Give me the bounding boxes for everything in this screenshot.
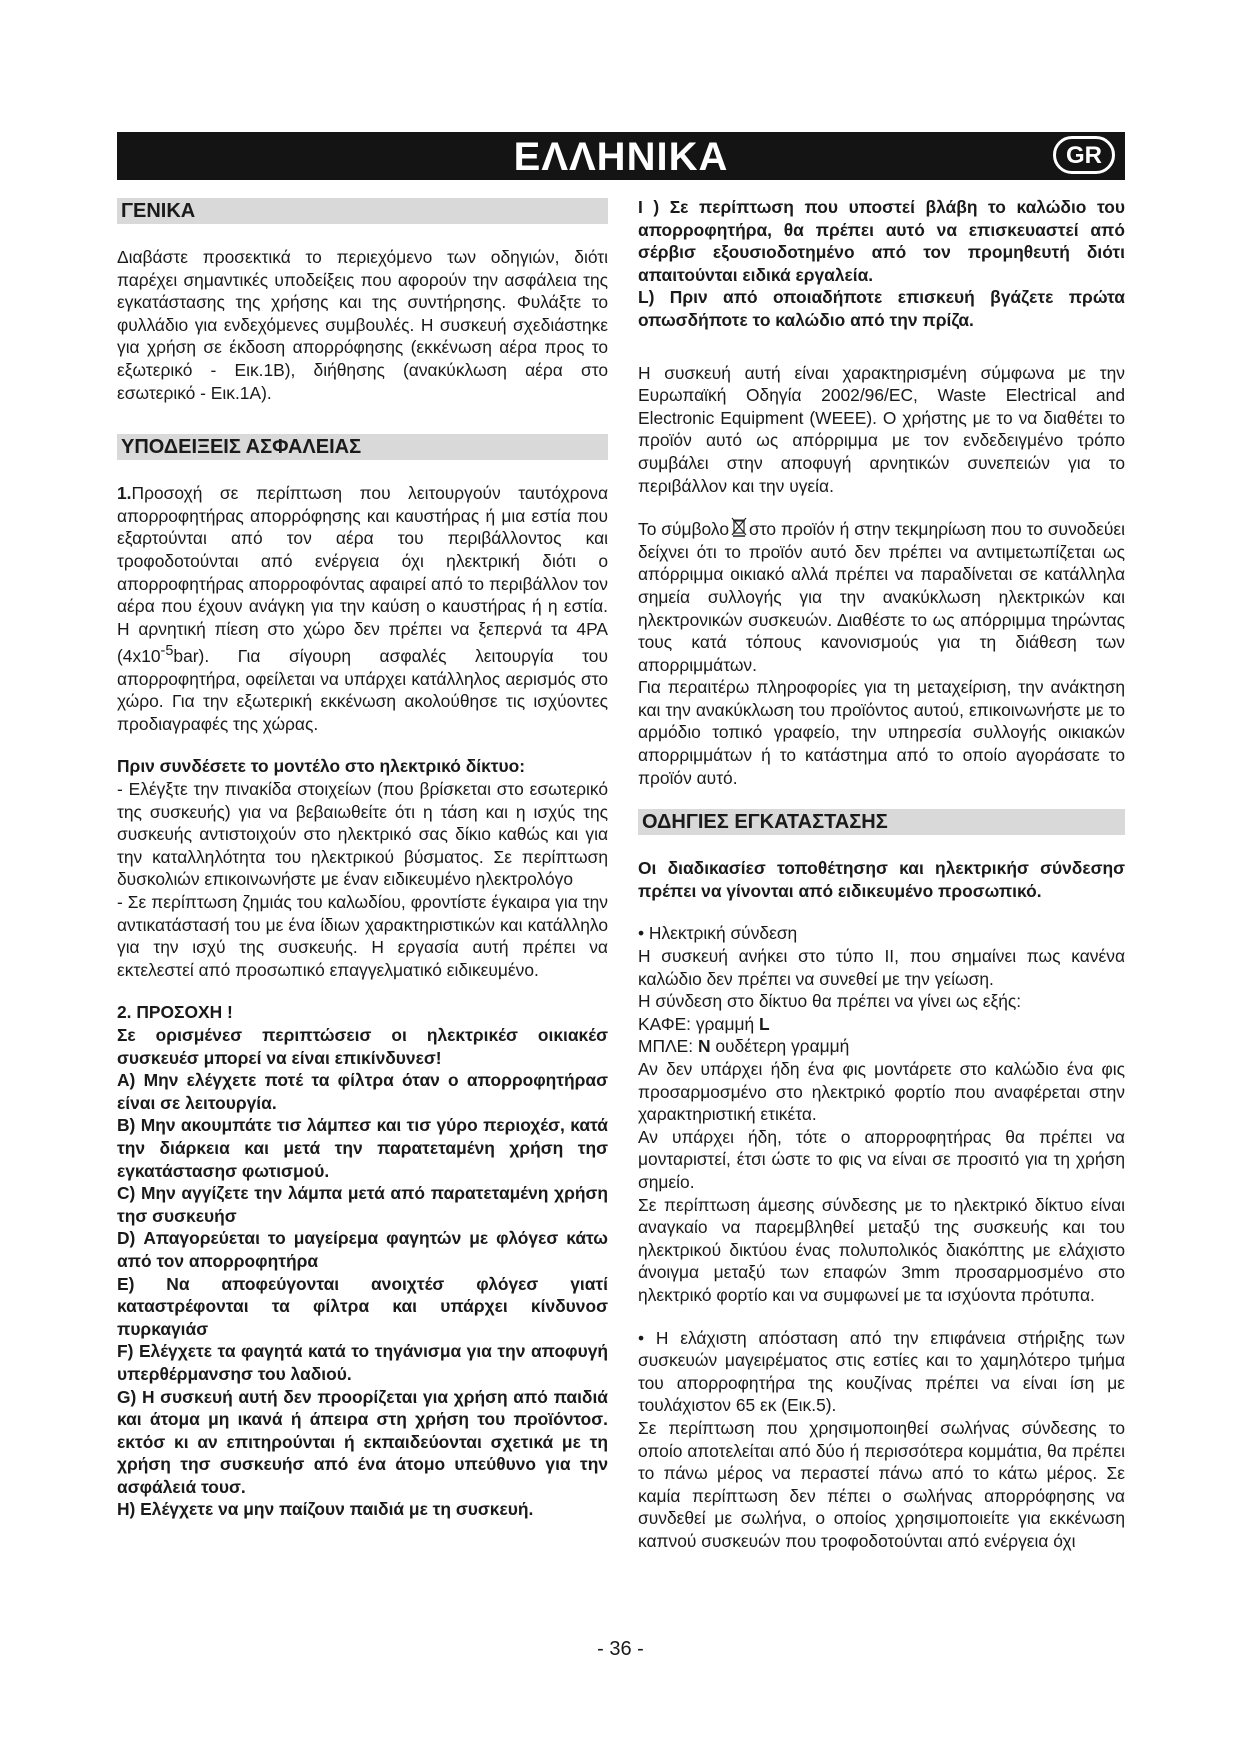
warning-item-d: D) Απαγορεύεται το μαγείρεμα φαγητών με φλόγεσ κάτω από τον απορροφητήρα [117, 1228, 608, 1271]
warning-item-c: C) Μην αγγίζετε την λάμπα μετά από παρατεταμένη χρήση τησ συσκευήσ [117, 1183, 608, 1226]
warning-item-l: L) Πριν από οποιαδήποτε επισκευή βγάζετε πρώτα οπωσδήποτε το καλώδιο από την πρίζα. [638, 287, 1125, 330]
warning-item-f: F) Ελέγχετε τα φαγητά κατά το τηγάνισμα για την αποφυγή υπερθέρμανσησ του λαδιού. [117, 1341, 608, 1384]
connect-item-1: - Ελέγξτε την πινακίδα στοιχείων (που βρίσκεται στο εσωτερικό της συσκευής) για να βεβαιωθείτε ότι η τάση και η ισχύς της συσκευής αντιστοιχούν στο ηλεκτρικό σας δίκιο καθώς και για την καταλληλότητα του ηλεκτρικού βύσματος. Σε περίπτωση δυσκολιών επικοινωνήστε με έναν ειδικευμένο ηλεκτρολόγο [117, 779, 608, 890]
attention-heading: 2. ΠΡΟΣΟΧΗ ! [117, 1002, 233, 1023]
electrical-text-4: Αν υπάρχει ήδη, τότε ο απορροφητήρας θα πρέπει να μονταριστεί, έτσι ώστε το φις να είναι σε προσιτό για τη χρήση σημείο. [638, 1126, 1125, 1192]
safety-paragraph-1: 1.Προσοχή σε περίπτωση που λειτουργούν ταυτόχρονα απορροφητήρας απορρόφησης και καυστήρας ή μια εστία που εξαρτούνται από τον αέρα του περιβάλλοντος και τροφοδοτούνται από ενέργεια όχι ηλεκτρική διότι ο απορροφητήρας απορροφόντας αφαιρεί από το περιβάλλον τον αέρα που έχουν ανάγκη για την καύση ο καυστήρας ή η εστία. Η αρνητική πίεση στο χώρο δεν πρέπει να ξεπερνά τα 4PA $(4x10^{-5}bar)$. Για σίγουρη ασφαλές λειτουργία του απορροφητήρα, οφείλεται να υπάρχει κατάλληλος αερισμός στο χώρο. Για την εξωτερική εκκένωση ακολούθησε τις ισχύοντες προδιαγραφές της χώρας. [117, 483, 608, 734]
warning-item-h: H) Ελέγχετε να μην παίζουν παιδιά με τη συσκευή. [117, 1499, 534, 1520]
crossed-bin-icon [731, 517, 747, 537]
electrical-text-3: Αν δεν υπάρχει ήδη ένα φις μοντάρετε στο καλώδιο ένα φις προσαρμοσμένο στο ηλεκτρικό φορτίο που αναφέρεται στην χαρακτηριστική ετικέτα. [638, 1059, 1125, 1125]
distance-text-1: • Η ελάχιστη απόσταση από την επιφάνεια στήριξης των συσκευών μαγειρέματος στις εστίες και το χαμηλότερο τμήμα του απορροφητήρα της κουζίνας πρέπει να είναι ίση με τουλάχιστον 65 εκ (Εικ.5). [638, 1327, 1125, 1416]
section-heading-safety: ΥΠΟΔΕΙΞΕΙΣ ΑΣΦΑΛΕΙΑΣ [117, 434, 608, 460]
attention-intro: Σε ορισμένεσ περιπτώσεισ οι ηλεκτρικέσ οικιακέσ συσκευέσ μπορεί να είναι επικίνδυνεσ! [117, 1025, 608, 1068]
weee-paragraph-3: Για περαιτέρω πληροφορίες για τη μεταχείριση, την ανάκτηση και την ανακύκλωση του προϊόντος αυτού, επικοινωνήστε με το αρμόδιο τοπικό γραφείο, την υπηρεσία συλλογής οικιακών απορριμμάτων ή το κατάστημα από το οποίο αγοράσατε το προϊόν αυτό. [638, 677, 1125, 788]
paragraph-number: 1. [117, 483, 132, 504]
warning-item-i: I ) Σε περίπτωση που υποστεί βλάβη το καλώδιο του απορροφητήρα, θα πρέπει αυτό να επισκευαστεί από σέρβισ εξουσιοδοτημένο από τον προμηθευτή διότι απαιτούνται ειδικά εργαλεία. [638, 197, 1125, 285]
language-banner [117, 132, 1125, 180]
exponent: -5 [160, 643, 174, 660]
electrical-text-2: Η σύνδεση στο δίκτυο θα πρέπει να γίνει ως εξής: [638, 991, 1022, 1012]
connect-heading: Πριν συνδέσετε το μοντέλο στο ηλεκτρικό δίκτυο: [117, 756, 526, 777]
section-heading-install: ΟΔΗΓΙΕΣ ΕΓΚΑΤΑΣΤΑΣΗΣ [638, 809, 1125, 835]
language-badge: GR [1053, 136, 1115, 174]
wire-brown: ΚΑΦΕ: γραμμή L [638, 1013, 770, 1034]
warning-item-b: B) Μην ακουμπάτε τισ λάμπεσ και τισ γύρο περιοχέσ, κατά την διάρκεια και μετά την παρατεταμένη χρήση τησ εγκατάστασησ φωτισμού. [117, 1115, 608, 1181]
electrical-text-5: Σε περίπτωση άμεσης σύνδεσης με το ηλεκτρικό δίκτυο είναι αναγκαίο να παρεμβληθεί μεταξύ της συσκευής και του ηλεκτρικού δικτύου ένας πολυπολικός διακόπτης με ελάχιστο άνοιγμα μεταξύ των επαφών 3mm προσαρμοσμένο στο ηλεκτρικό φορτίο και να συμφωνεί με τα ισχύοντα πρότυπα. [638, 1194, 1125, 1305]
banner-title: ΕΛΛΗΝΙΚΑ [513, 135, 729, 179]
section-heading-general: ΓΕΝΙΚΑ [117, 198, 608, 224]
distance-text-2: Σε περίπτωση που χρησιμοποιηθεί σωλήνας σύνδεσης το οποίο αποτελείται από δύο ή περισσότερα κομμάτια, θα πρέπει το πάνω μέρος να περαστεί πάνω από το κάτω μέρος. Σε καμία περίπτωση δεν πέπει ο σωλήνας απορρόφησης να συνδεθεί με σωλήνα, ο οποίος χρησιμοποιείτε για εκκένωση καπνού συσκευών που τροφοδοτούνται από ενέργεια όχι [638, 1417, 1125, 1551]
right-column [638, 196, 1125, 1552]
weee-paragraph-1: Η συσκευή αυτή είναι χαρακτηρισμένη σύμφωνα με την Ευρωπαϊκή Οδηγία 2002/96/EC, Waste Electrical and Electronic Equipment (WEEE). Ο χρήστης με το να διαθέτει το προϊόν αυτό ως απόρριμμα με τον ενδεδειγμένο τρόπο συμβάλει στην αποφυγή αρνητικών συνεπειών για το περιβάλλον και την υγεία. [638, 362, 1125, 496]
weee-paragraph-2: Το σύμβολο στο προϊόν ή στην τεκμηρίωση που το συνοδεύει δείχνει ότι το προϊόν αυτό δεν πρέπει να αντιμετωπίζεται ως απόρριμμα οικιακό αλλά πρέπει να παραδίνεται σε κατάλληλα σημεία συλλογής για την ανακύκλωση ηλεκτρικών και ηλεκτρονικών συσκευών. Διαθέστε το ως απόρριμμα τηρώντας τους κατά τόπους κανονισμούς για τη διάθεση των απορριμμάτων. [638, 519, 1125, 675]
warning-item-e: E) Να αποφεύγονται ανοιχτέσ φλόγεσ γιατί καταστρέφονται τα φίλτρα και υπάρχει κίνδυνοσ πυρκαγιάσ [117, 1273, 608, 1339]
electrical-text-1: Η συσκευή ανήκει στο τύπο II, που σημαίνει πως κανένα καλώδιο δεν πρέπει να συνεθεί με την γείωση. [638, 946, 1125, 989]
left-column [117, 198, 608, 1521]
install-intro: Οι διαδικασίεσ τοποθέτησησ και ηλεκτρικήσ σύνδεσησ πρέπει να γίνονται από ειδικευμένο προσωπικό. [638, 858, 1125, 901]
page-number: - 36 - [597, 1638, 644, 1660]
electrical-connection-title: • Ηλεκτρική σύνδεση [638, 923, 798, 944]
general-paragraph: Διαβάστε προσεκτικά το περιεχόμενο των οδηγιών, διότι παρέχει σημαντικές υποδείξεις που αφορούν την ασφάλεια της εγκατάστασης της χρήσης και της συντήρησης. Φυλάξτε το φυλλάδιο για ενδεχόμενες συμβουλές. Η συσκευή σχεδιάστηκε για χρήση σε έκδοση απορρόφησης (εκκένωση αέρα προς το εξωτερικό - Εικ.1Β), διήθησης (ανακύκλωση αέρα στο εσωτερικό - Εικ.1Α). [117, 247, 608, 403]
warning-item-a: A) Μην ελέγχετε ποτέ τα φίλτρα όταν ο απορροφητήρασ είναι σε λειτουργία. [117, 1070, 608, 1113]
connect-item-2: - Σε περίπτωση ζημιάς του καλωδίου, φροντίστε έγκαιρα για την αντικατάστασή του με ένα ίδιων χαρακτηριστικών και κατάλληλο για την ισχύ της συσκευής. Η εργασία αυτή πρέπει να εκτελεστεί από προσωπικό επαγγελματικό ειδικευμένο. [117, 892, 608, 980]
wire-blue: ΜΠΛΕ: N ουδέτερη γραμμή [638, 1036, 850, 1057]
warning-item-g: G) Η συσκευή αυτή δεν προορίζεται για χρήση από παιδιά και άτομα μη ικανά ή άπειρα στη χρήση του προϊόντοσ. εκτόσ κι αν επιτηρούνται ή εκπαιδεύονται σχετικά με τη χρήση τησ συσκευήσ από ένα άτομο υπεύθυνο για την ασφάλειά τουσ. [117, 1386, 608, 1497]
